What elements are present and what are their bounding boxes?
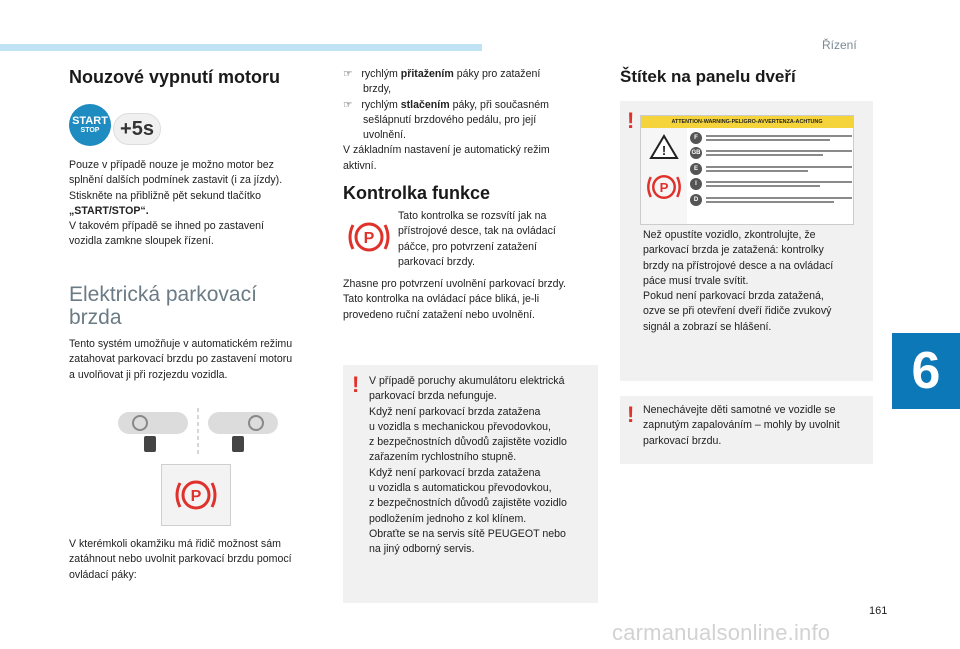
text-line: parkovací brzda je zatažená: kontrolky xyxy=(643,244,824,257)
text-line: Tento systém umožňuje v automatickém režimu xyxy=(69,338,293,350)
parking-brake-icon xyxy=(173,475,219,515)
text-line: z bezpečnostních důvodů zajistěte vozidlo xyxy=(369,497,567,510)
bullet-marker: ☞ xyxy=(343,68,362,80)
sticker-row xyxy=(690,192,852,208)
text-line: Tato kontrolka na ovládací páce bliká, je-li xyxy=(343,293,540,306)
language-badge: F xyxy=(690,132,702,144)
text-line: brzdy, xyxy=(363,83,392,96)
sticker-row xyxy=(690,161,852,177)
epb-heading-line2: brzda xyxy=(69,306,122,329)
parking-brake-icon xyxy=(346,217,392,257)
text-line: signál a zobrazí se hlášení. xyxy=(643,320,772,333)
control-text xyxy=(69,537,292,583)
svg-text:P: P xyxy=(363,230,375,247)
emergency-stop-text xyxy=(69,158,282,250)
text-line: zapnutým zapalováním – mohly by uvolnit xyxy=(643,419,840,432)
sticker-row xyxy=(690,146,852,162)
text-line: Pouze v případě nouze je možno motor bez xyxy=(69,159,274,171)
epb-intro-text xyxy=(69,337,292,383)
epb-heading-line1: Elektrická parkovací xyxy=(69,283,257,306)
bullet-marker: ☞ xyxy=(343,98,362,111)
page-number: 161 xyxy=(869,605,888,617)
parking-brake-lamp-panel xyxy=(161,464,231,526)
text-line: sešlápnutí brzdového pedálu, pro její xyxy=(363,113,537,126)
text-line: Zhasne pro potvrzení uvolnění parkovací brzdy. xyxy=(343,278,566,290)
emergency-stop-heading: Nouzové vypnutí motoru xyxy=(69,67,280,87)
text-line: Než opustíte vozidlo, zkontrolujte, že xyxy=(643,229,816,241)
text-line: brzdy na přístrojové desce a na ovládací xyxy=(643,259,834,272)
text-line: Obraťte se na servis sítě PEUGEOT nebo xyxy=(369,527,566,540)
text-line: vozidla zamkne sloupek řízení. xyxy=(69,235,214,248)
svg-text:P: P xyxy=(190,488,202,505)
door-sticker-image xyxy=(640,115,854,225)
watermark: carmanualsonline.info xyxy=(612,620,831,645)
text-line: provedeno ruční zatažení nebo uvolnění. xyxy=(343,308,536,321)
lamp-off-text xyxy=(343,277,566,323)
text-line: na jiný odborný servis. xyxy=(369,543,475,556)
sticker-row xyxy=(690,130,852,146)
parking-brake-icon xyxy=(645,170,683,204)
warning-icon: ! xyxy=(627,402,635,427)
text-line: podložením jednoho z kol klínem. xyxy=(369,512,527,525)
text-line: aktivní. xyxy=(343,159,377,172)
text-line: Stiskněte na přibližně pět sekund tlačítko xyxy=(69,189,261,202)
bullet-line: ☞ rychlým stlačením páky, při současném xyxy=(343,98,549,111)
language-badge: I xyxy=(690,178,702,190)
stop-label: STOP xyxy=(80,126,100,134)
door-label-heading: Štítek na panelu dveří xyxy=(620,67,796,86)
text-line: přístrojové desce, tak na ovládací xyxy=(398,225,556,238)
text-line: Když není parkovací brzda zatažena xyxy=(369,405,541,418)
start-stop-icon xyxy=(69,104,111,146)
bullet-line: ☞ rychlým přitažením páky pro zatažení xyxy=(343,68,541,80)
text-line: Pokud není parkovací brzda zatažená, xyxy=(643,290,824,303)
text-line: a uvolňovat ji při rozjezdu vozidla. xyxy=(69,368,228,381)
text-line: ozve se při otevření dveří řidiče zvukový xyxy=(643,305,832,318)
svg-text:!: ! xyxy=(661,143,667,158)
warning-icon: ! xyxy=(352,372,360,397)
text-line: páce musí trvale svítit. xyxy=(643,274,749,287)
text-line: z bezpečnostních důvodů zajistěte vozidlo xyxy=(369,436,567,449)
text-line: splnění dalších podmínek zastavit (i za jízdy). xyxy=(69,174,283,187)
section-title: Řízení xyxy=(822,38,857,52)
warning-icon: ! xyxy=(627,108,635,133)
text-line: Tato kontrolka se rozsvítí jak na xyxy=(398,210,547,222)
text-line: „START/STOP“. xyxy=(69,204,149,217)
language-badge: GB xyxy=(690,147,702,159)
battery-warning-text xyxy=(369,374,567,558)
text-line: Když není parkovací brzda zatažena xyxy=(369,466,541,479)
language-badge: E xyxy=(690,163,702,175)
lamp-text xyxy=(398,209,556,270)
lever-bullets xyxy=(343,67,550,174)
text-line: parkovací brzdy. xyxy=(398,255,475,268)
text-line: Nenechávejte děti samotné ve vozidle se xyxy=(643,404,836,416)
header-accent-bar xyxy=(0,44,482,51)
text-line: parkovací brzdu. xyxy=(643,434,722,447)
language-badge: D xyxy=(690,194,702,206)
chapter-tab: 6 xyxy=(892,333,960,409)
text-line: V případě poruchy akumulátoru elektrická xyxy=(369,375,565,387)
warning-triangle-icon xyxy=(649,134,679,160)
start-label: START xyxy=(72,114,108,127)
children-warning-text xyxy=(643,403,840,449)
text-line: zařazením rychlostního stupně. xyxy=(369,451,517,464)
text-line: parkovací brzda nefunguje. xyxy=(369,390,497,403)
text-line: V základním nastavení je automatický režim xyxy=(343,144,550,157)
lamp-heading: Kontrolka funkce xyxy=(343,183,491,203)
text-line: V takovém případě se ihned po zastavení xyxy=(69,220,264,233)
text-line: uvolnění. xyxy=(363,129,406,142)
sticker-language-rows xyxy=(690,130,852,208)
svg-text:P: P xyxy=(659,179,669,195)
sticker-header: ATTENTION-WARNING-PELIGRO-AVVERTENZA-ACHTUNG xyxy=(641,116,853,128)
text-line: u vozidla s mechanickou převodovkou, xyxy=(369,420,551,433)
text-line: páčce, pro potvrzení zatažení xyxy=(398,240,537,253)
text-line: u vozidla s automatickou převodovkou, xyxy=(369,482,552,495)
text-line: V kterémkoli okamžiku má řidič možnost sám xyxy=(69,538,281,550)
door-label-text xyxy=(643,228,833,335)
epb-heading xyxy=(69,283,257,329)
text-line: zatahovat parkovací brzdu po zastavení motoru xyxy=(69,353,293,366)
sticker-row xyxy=(690,177,852,193)
text-line: ovládací páky: xyxy=(69,568,137,581)
five-seconds-icon: +5s xyxy=(113,113,161,145)
text-line: zatáhnout nebo uvolnit parkovací brzdu pomocí xyxy=(69,553,292,566)
sticker-left-panel xyxy=(641,128,687,224)
steering-wheel-illustration xyxy=(118,408,278,456)
